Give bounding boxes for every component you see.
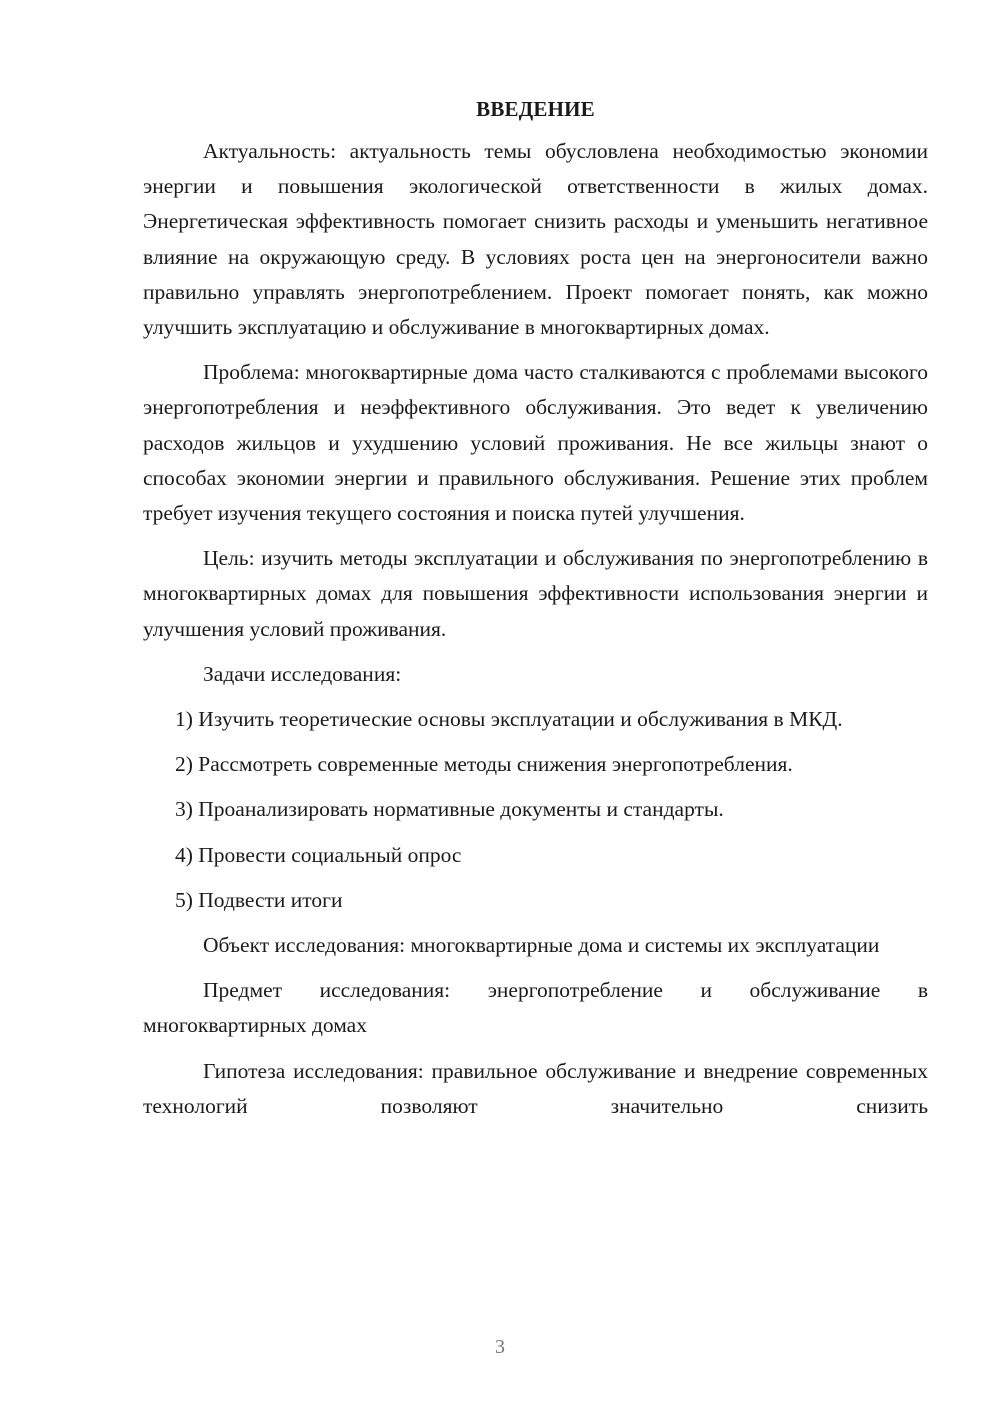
paragraph-goal: Цель: изучить методы эксплуатации и обслуживания по энергопотреблению в многоквартирных домах для повышения эффективности использования энергии и улучшения условий проживания. xyxy=(143,546,928,641)
page-number: 3 xyxy=(495,1336,505,1358)
task-item-3: 3) Проанализировать нормативные документы и стандарты. xyxy=(175,797,724,822)
paragraph-subject: Предмет исследования: энергопотребление и обслуживание в многоквартирных домах xyxy=(143,978,928,1038)
tasks-heading: Задачи исследования: xyxy=(203,661,402,686)
document-page xyxy=(143,92,928,1124)
paragraph-object: Объект исследования: многоквартирные дома и системы их эксплуатации xyxy=(203,933,880,958)
paragraph-relevance: Актуальность: актуальность темы обусловлена необходимостью экономии энергии и повышения экологической ответственности в жилых домах. Энергетическая эффективность помогает снизить расходы и уменьшить негативное влияние на окружающую среду. В условиях роста цен на энергоносители важно правильно управлять энергопотреблением. Проект помогает понять, как можно улучшить эксплуатацию и обслуживание в многоквартирных домах. xyxy=(143,139,928,340)
page-title: ВВЕДЕНИЕ xyxy=(476,97,595,121)
task-item-5: 5) Подвести итоги xyxy=(175,887,343,912)
task-item-2: 2) Рассмотреть современные методы снижения энергопотребления. xyxy=(175,752,793,777)
paragraph-problem: Проблема: многоквартирные дома часто сталкиваются с проблемами высокого энергопотребления и неэффективного обслуживания. Это ведет к увеличению расходов жильцов и ухудшению условий проживания. Не все жильцы знают о способах экономии энергии и правильного обслуживания. Решение этих проблем требует изучения текущего состояния и поиска путей улучшения. xyxy=(143,360,928,526)
paragraph-hypothesis: Гипотеза исследования: правильное обслуживание и внедрение современных технологий позволяют значительно снизить xyxy=(143,1058,928,1118)
task-item-1: 1) Изучить теоретические основы эксплуатации и обслуживания в МКД. xyxy=(175,707,843,732)
task-item-4: 4) Провести социальный опрос xyxy=(175,842,462,867)
